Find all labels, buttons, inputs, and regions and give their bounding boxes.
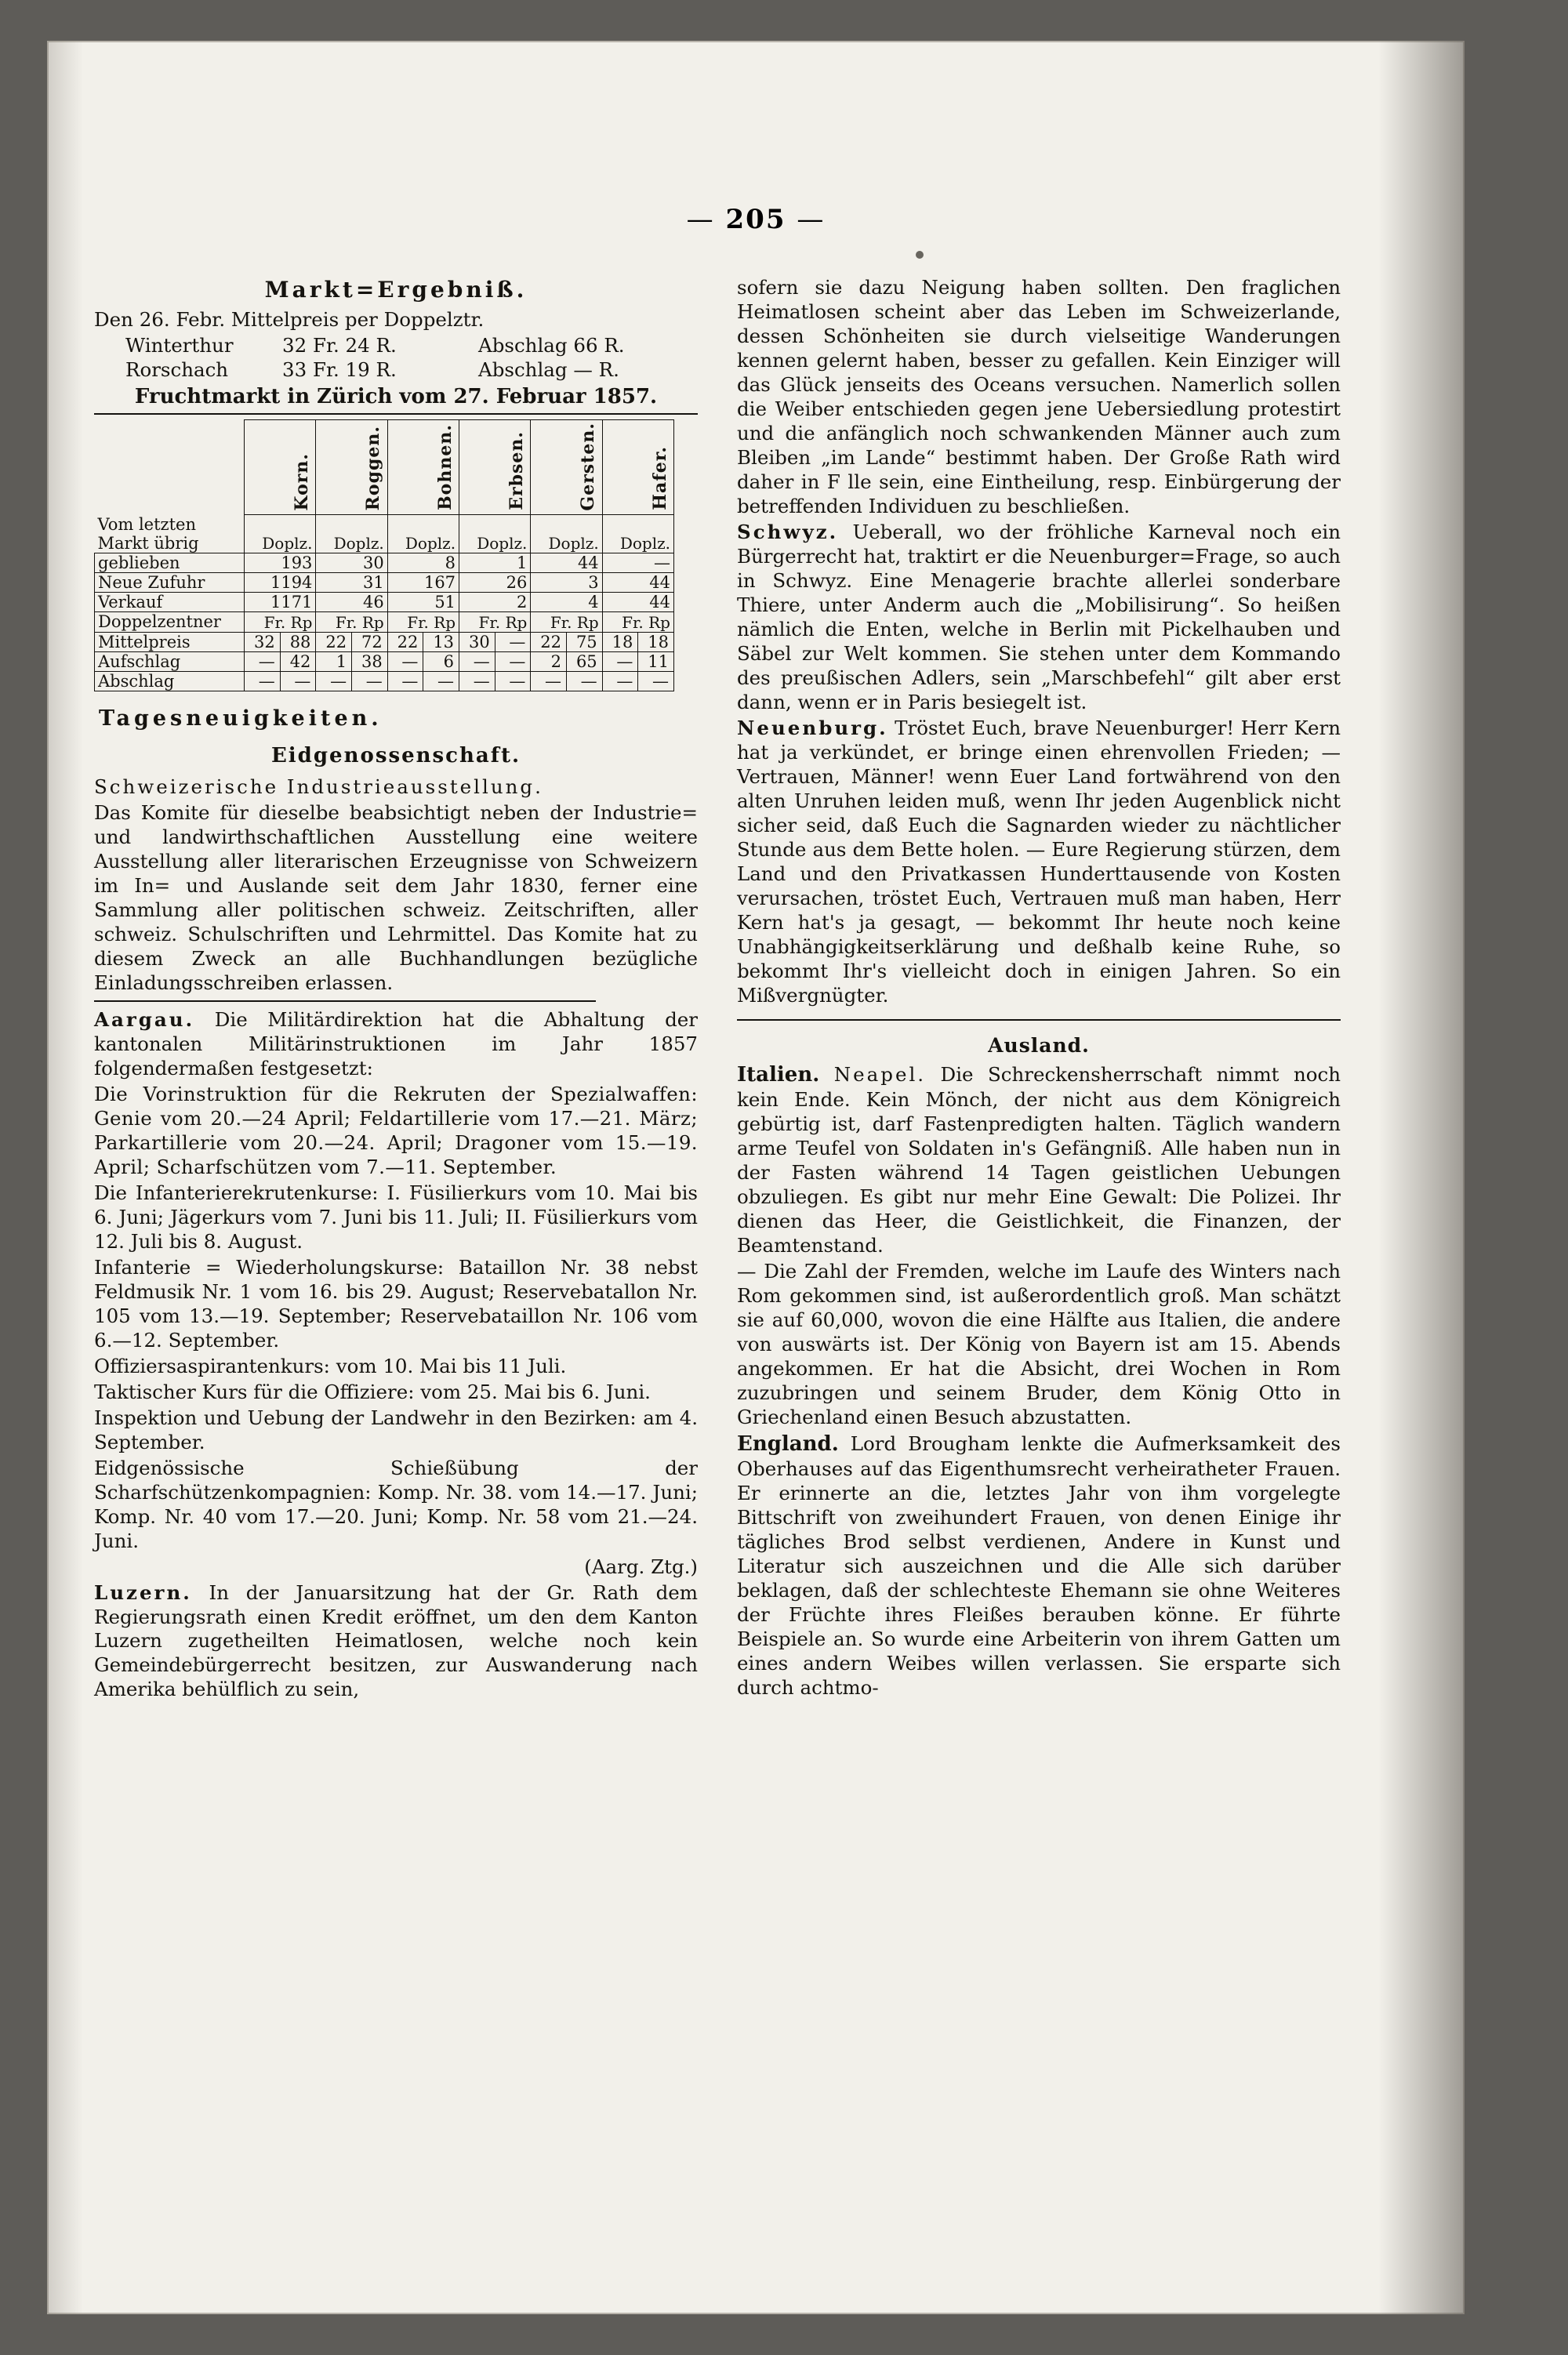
currency-header: Fr. Rp [245, 612, 316, 632]
industry-exhibition-heading: Schweizerische Industrieausstellung. [94, 775, 543, 799]
right-column [737, 276, 1341, 1702]
label-vom-letzten: Vom letzten Markt übrig [95, 515, 245, 553]
aargau-item: Infanterie = Wiederholungskurse: Bataillon Nr. 38 nebst Feldmusik Nr. 1 vom 16. bis 29. August; Reservebatallon Nr. 105 vom 13.—19. September; Reservebataillon Nr. 106 vom 6.—12. September. [94, 1255, 698, 1352]
cell: — — [245, 671, 316, 691]
document-page [47, 41, 1465, 2314]
currency-header: Fr. Rp [459, 612, 531, 632]
cell: 1 38 [316, 651, 387, 671]
row-label-geblieben: geblieben [95, 553, 245, 573]
table-row [95, 651, 674, 671]
unit-cell: Doplz. [459, 515, 531, 553]
england-body: Lord Brougham lenkte die Aufmerksamkeit des Oberhauses auf das Eigenthumsrecht verheiratheter Frauen. Er erinnerte an die, letztes Jahr von ihm vorgelegte Bittschrift von zweihundert Frauen, von denen Einige ihr tägliches Brod selbst verdienen, Andere in Kunst und Literatur sich auszeichnen und die Alle sich darüber beklagen, daß der schlechteste Ehemann sie ohne Weiteres der Früchte ihres Fleißes berauben könne. Er führte Beispiele an. So wurde eine Arbeiterin von ihrem Gatten um eines andern Weibes willen verlassen. Sie ersparte sich durch achtmo- [737, 1432, 1341, 1699]
cell: 3 [531, 573, 602, 593]
currency-header: Fr. Rp [602, 612, 673, 632]
news-title: Tagesneuigkeiten. [99, 706, 383, 731]
table-row [95, 671, 674, 691]
cell: 22 13 [387, 632, 459, 651]
cell: 8 [387, 553, 459, 573]
luzern-continuation: sofern sie dazu Neigung haben sollten. Den fraglichen Heimatlosen scheint aber das Leben im Schweizerlande, dessen Schönheiten sie durch vielseitige Wanderungen kennen gelernt haben, besser zu gefallen. Kein Einziger will das Glück jenseits des Oceans versuchen. Namerlich sollen die Weiber entschieden gegen jene Uebersiedlung protestirt und die anfänglich noch schwankenden Männer auch zum Bleiben „im Lande“ bestimmt haben. Der Große Rath wird daher in F lle sein, eine Eintheilung, resp. Einbürgerung der betreffenden Individuen zu beschließen. [737, 276, 1341, 517]
market-date-line: Den 26. Febr. Mittelpreis per Doppelztr. [94, 308, 485, 332]
italien-paragraph [737, 1062, 1341, 1258]
cell: 26 [459, 573, 531, 593]
row-label-doppelzentner: Doppelzentner [95, 612, 245, 632]
cell: 30 — [459, 632, 531, 651]
aargau-item: Offiziersaspirantenkurs: vom 10. Mai bis 11 Juli. [94, 1354, 567, 1377]
currency-header: Fr. Rp [531, 612, 602, 632]
market-price: 33 Fr. 19 R. [282, 358, 397, 382]
cell: 31 [316, 573, 387, 593]
aargau-intro: Die Militärdirektion hat die Abhaltung der kantonalen Militärinstruktionen im Jahr 1857 folgendermaßen festgesetzt: [94, 1007, 698, 1080]
cell: 18 18 [602, 632, 673, 651]
table-row-currency-header [95, 612, 674, 632]
cell: 32 88 [245, 632, 316, 651]
cell: — — [459, 651, 531, 671]
cell: — — [387, 671, 459, 691]
unit-cell: Doplz. [245, 515, 316, 553]
unit-cell: Doplz. [602, 515, 673, 553]
fruit-market-subtitle: Fruchtmarkt in Zürich vom 27. Februar 1857. [134, 385, 658, 409]
cell: 2 65 [531, 651, 602, 671]
row-label-abschlag: Abschlag [95, 671, 245, 691]
horizontal-rule [94, 1000, 596, 1002]
italien-place: Neapel. [833, 1063, 927, 1087]
table-row [95, 593, 674, 612]
cell: 4 [531, 593, 602, 612]
market-change: Abschlag 66 R. [478, 334, 625, 357]
cell: 22 75 [531, 632, 602, 651]
england-heading: England. [737, 1432, 839, 1456]
cell: — [602, 553, 673, 573]
industry-exhibition-body: Das Komite für dieselbe beabsichtigt neben der Industrie= und landwirthschaftlichen Ausstellung eine weitere Ausstellung aller literarischen Erzeugnisse von Schweizern im In= und Auslande seit dem Jahr 1830, ferner eine Sammlung aller politischen schweiz. Zeitschriften, aller schweiz. Schulschriften und Lehrmittel. Das Komite hat zu diesem Zweck an alle Buchhandlungen bezügliche Einladungsschreiben erlassen. [94, 801, 698, 994]
market-row [94, 334, 698, 358]
cell: 193 [245, 553, 316, 573]
row-label-neue-zufuhr: Neue Zufuhr [95, 573, 245, 593]
schwyz-heading: Schwyz. [737, 520, 839, 543]
market-results-title: Markt=Ergebniß. [264, 277, 528, 303]
aargau-item: Taktischer Kurs für die Offiziere: vom 25. Mai bis 6. Juni. [94, 1380, 651, 1403]
aargau-item: Die Vorinstruktion für die Rekruten der Spezialwaffen: Genie vom 20.—24 April; Feldartillerie vom 17.—21. März; Parkartillerie vom 20.—24. April; Dragoner vom 15.—19. April; Scharfschützen vom 7.—11. September. [94, 1082, 698, 1178]
cell: — — [531, 671, 602, 691]
page-number-dash-right: — [797, 204, 826, 235]
cell: — — [602, 671, 673, 691]
aargau-paragraph [94, 1008, 698, 1081]
cell: 44 [531, 553, 602, 573]
page-number: 205 [725, 204, 786, 235]
aargau-item: Inspektion und Uebung der Landwehr in den Bezirken: am 4. September. [94, 1406, 698, 1453]
ink-speck [916, 251, 924, 259]
market-change: Abschlag — R. [478, 358, 619, 382]
cell: — 11 [602, 651, 673, 671]
market-price: 32 Fr. 24 R. [282, 334, 397, 357]
cell: 51 [387, 593, 459, 612]
cell: — — [316, 671, 387, 691]
col-header-bohnen: Bohnen. [387, 420, 459, 515]
unit-cell: Doplz. [387, 515, 459, 553]
cell: 44 [602, 593, 673, 612]
col-header-gersten: Gersten. [531, 420, 602, 515]
cell: 1194 [245, 573, 316, 593]
cell: 1171 [245, 593, 316, 612]
col-header-roggen: Roggen. [316, 420, 387, 515]
table-row [95, 553, 674, 573]
cell: 46 [316, 593, 387, 612]
col-header-korn: Korn. [245, 420, 316, 515]
cell: 30 [316, 553, 387, 573]
luzern-paragraph [94, 1581, 698, 1703]
neuenburg-heading: Neuenburg. [737, 716, 888, 739]
luzern-body: In der Januarsitzung hat der Gr. Rath dem Regierungsrath einen Kredit eröffnet, um den dem Kanton Luzern zugetheilten Heimatlosen, welche noch kein Gemeindebürgerrecht besitzen, zur Auswanderung nach Amerika behülflich zu sein, [94, 1580, 698, 1701]
horizontal-rule [737, 1019, 1341, 1021]
cell: 44 [602, 573, 673, 593]
table-row-header-vertical [95, 420, 674, 515]
market-place: Rorschach [125, 358, 229, 382]
aargau-source: (Aarg. Ztg.) [584, 1555, 698, 1578]
page-number-header [47, 204, 1465, 235]
england-paragraph [737, 1432, 1341, 1700]
cell: 167 [387, 573, 459, 593]
schwyz-body: Ueberall, wo der fröhliche Karneval noch ein Bürgerrecht hat, traktirt er die Neuenburger=Frage, so auch in Schwyz. Eine Menagerie brachte allerlei sonderbare Thiere, unter Anderm auch die „Mobilisirung“. So heißen nämlich die Enten, welche in Berlin mit Pickelhauben und Säbel zur Welt kommen. Sie stehen unter dem Kommando des preußischen Adlers, sein „Marschbefehl“ gilt aber erst dann, wenn er in Paris besiegelt ist. [737, 520, 1341, 713]
neuenburg-body: Tröstet Euch, brave Neuenburger! Herr Kern hat ja verkündet, er bringe einen ehrenvollen Frieden; — Vertrauen, Männer! wenn Euer Land fortwährend von den alten Unruhen leiden muß, wenn Ihr jeden Augenblick nicht sicher seid, daß Euch die Sagnarden wieder zu nächtlicher Stunde aus dem Bette holen. — Eure Regierung stürzen, dem Land und den Privatkassen Hunderttausende von Kosten verursachen, tröstet Euch, Vertrauen muß man haben, Herr Kern hat's ja gesagt, — bekommt Ihr heute noch keine Unabhängigkeitserklärung und deßhalb keine Ruhe, so bekommt Ihr's vielleicht doch in einigen Jahren. So ein Mißvergnügter. [737, 716, 1341, 1007]
horizontal-rule [94, 413, 698, 415]
col-header-erbsen: Erbsen. [459, 420, 531, 515]
neuenburg-paragraph [737, 717, 1341, 1008]
aargau-heading: Aargau. [94, 1007, 195, 1031]
cell: — — [459, 671, 531, 691]
table-row [95, 632, 674, 651]
row-label-aufschlag: Aufschlag [95, 651, 245, 671]
page-number-dash-left: — [686, 204, 715, 235]
table-row-units [95, 515, 674, 553]
market-table [94, 419, 674, 691]
cell: 2 [459, 593, 531, 612]
cell: 22 72 [316, 632, 387, 651]
col-header-hafer: Hafer. [602, 420, 673, 515]
aargau-item: Die Infanterierekrutenkurse: I. Füsilierkurs vom 10. Mai bis 6. Juni; Jägerkurs vom 7. Juni bis 11. Juli; II. Füsilierkurs vom 12. Juli bis 8. August. [94, 1181, 698, 1253]
row-label-mittelpreis: Mittelpreis [95, 632, 245, 651]
italien-paragraph-2: — Die Zahl der Fremden, welche im Laufe des Winters nach Rom gekommen sind, ist außerordentlich groß. Man schätzt sie auf 60,000, wovon die eine Hälfte aus Italien, die andere von auswärts ist. Der König von Bayern ist am 15. Abends angekommen. Er hat die Absicht, drei Wochen in Rom zuzubringen und seinem Bruder, dem König Otto in Griechenland einen Besuch abzustatten. [737, 1259, 1341, 1428]
market-place: Winterthur [125, 334, 234, 357]
cell: — 42 [245, 651, 316, 671]
cell: — 6 [387, 651, 459, 671]
aargau-item: Eidgenössische Schießübung der Scharfschützenkompagnien: Komp. Nr. 38. vom 14.—17. Juni; Komp. Nr. 40 vom 17.—20. Juni; Komp. Nr. 58 vom 21.—24. Juni. [94, 1456, 698, 1552]
table-row [95, 573, 674, 593]
cell: 1 [459, 553, 531, 573]
unit-cell: Doplz. [316, 515, 387, 553]
section-heading-ausland: Ausland. [988, 1033, 1090, 1057]
currency-header: Fr. Rp [316, 612, 387, 632]
italien-body: Die Schreckensherrschaft nimmt noch kein Ende. Kein Mönch, der nicht aus dem Königreich gebürtig ist, darf Fastenpredigten halten. Täglich wandern arme Teufel von Soldaten in's Gefängniß. Alle haben nun in der Fasten während 14 Tagen geistlichen Uebungen obzuliegen. Es gibt nur mehr Eine Gewalt: Die Polizei. Ihr dienen das Heer, die Geistlichkeit, die Finanzen, der Beamtenstand. [737, 1063, 1341, 1257]
market-row [94, 358, 698, 383]
italien-heading: Italien. [737, 1063, 820, 1087]
section-heading-eidgenossenschaft: Eidgenossenschaft. [270, 744, 521, 768]
unit-cell: Doplz. [531, 515, 602, 553]
industry-exhibition-paragraph [94, 775, 698, 800]
currency-header: Fr. Rp [387, 612, 459, 632]
page-content [47, 41, 1465, 2314]
row-label-verkauf: Verkauf [95, 593, 245, 612]
luzern-heading: Luzern. [94, 1580, 192, 1604]
left-column [94, 276, 698, 1704]
schwyz-paragraph [737, 521, 1341, 715]
